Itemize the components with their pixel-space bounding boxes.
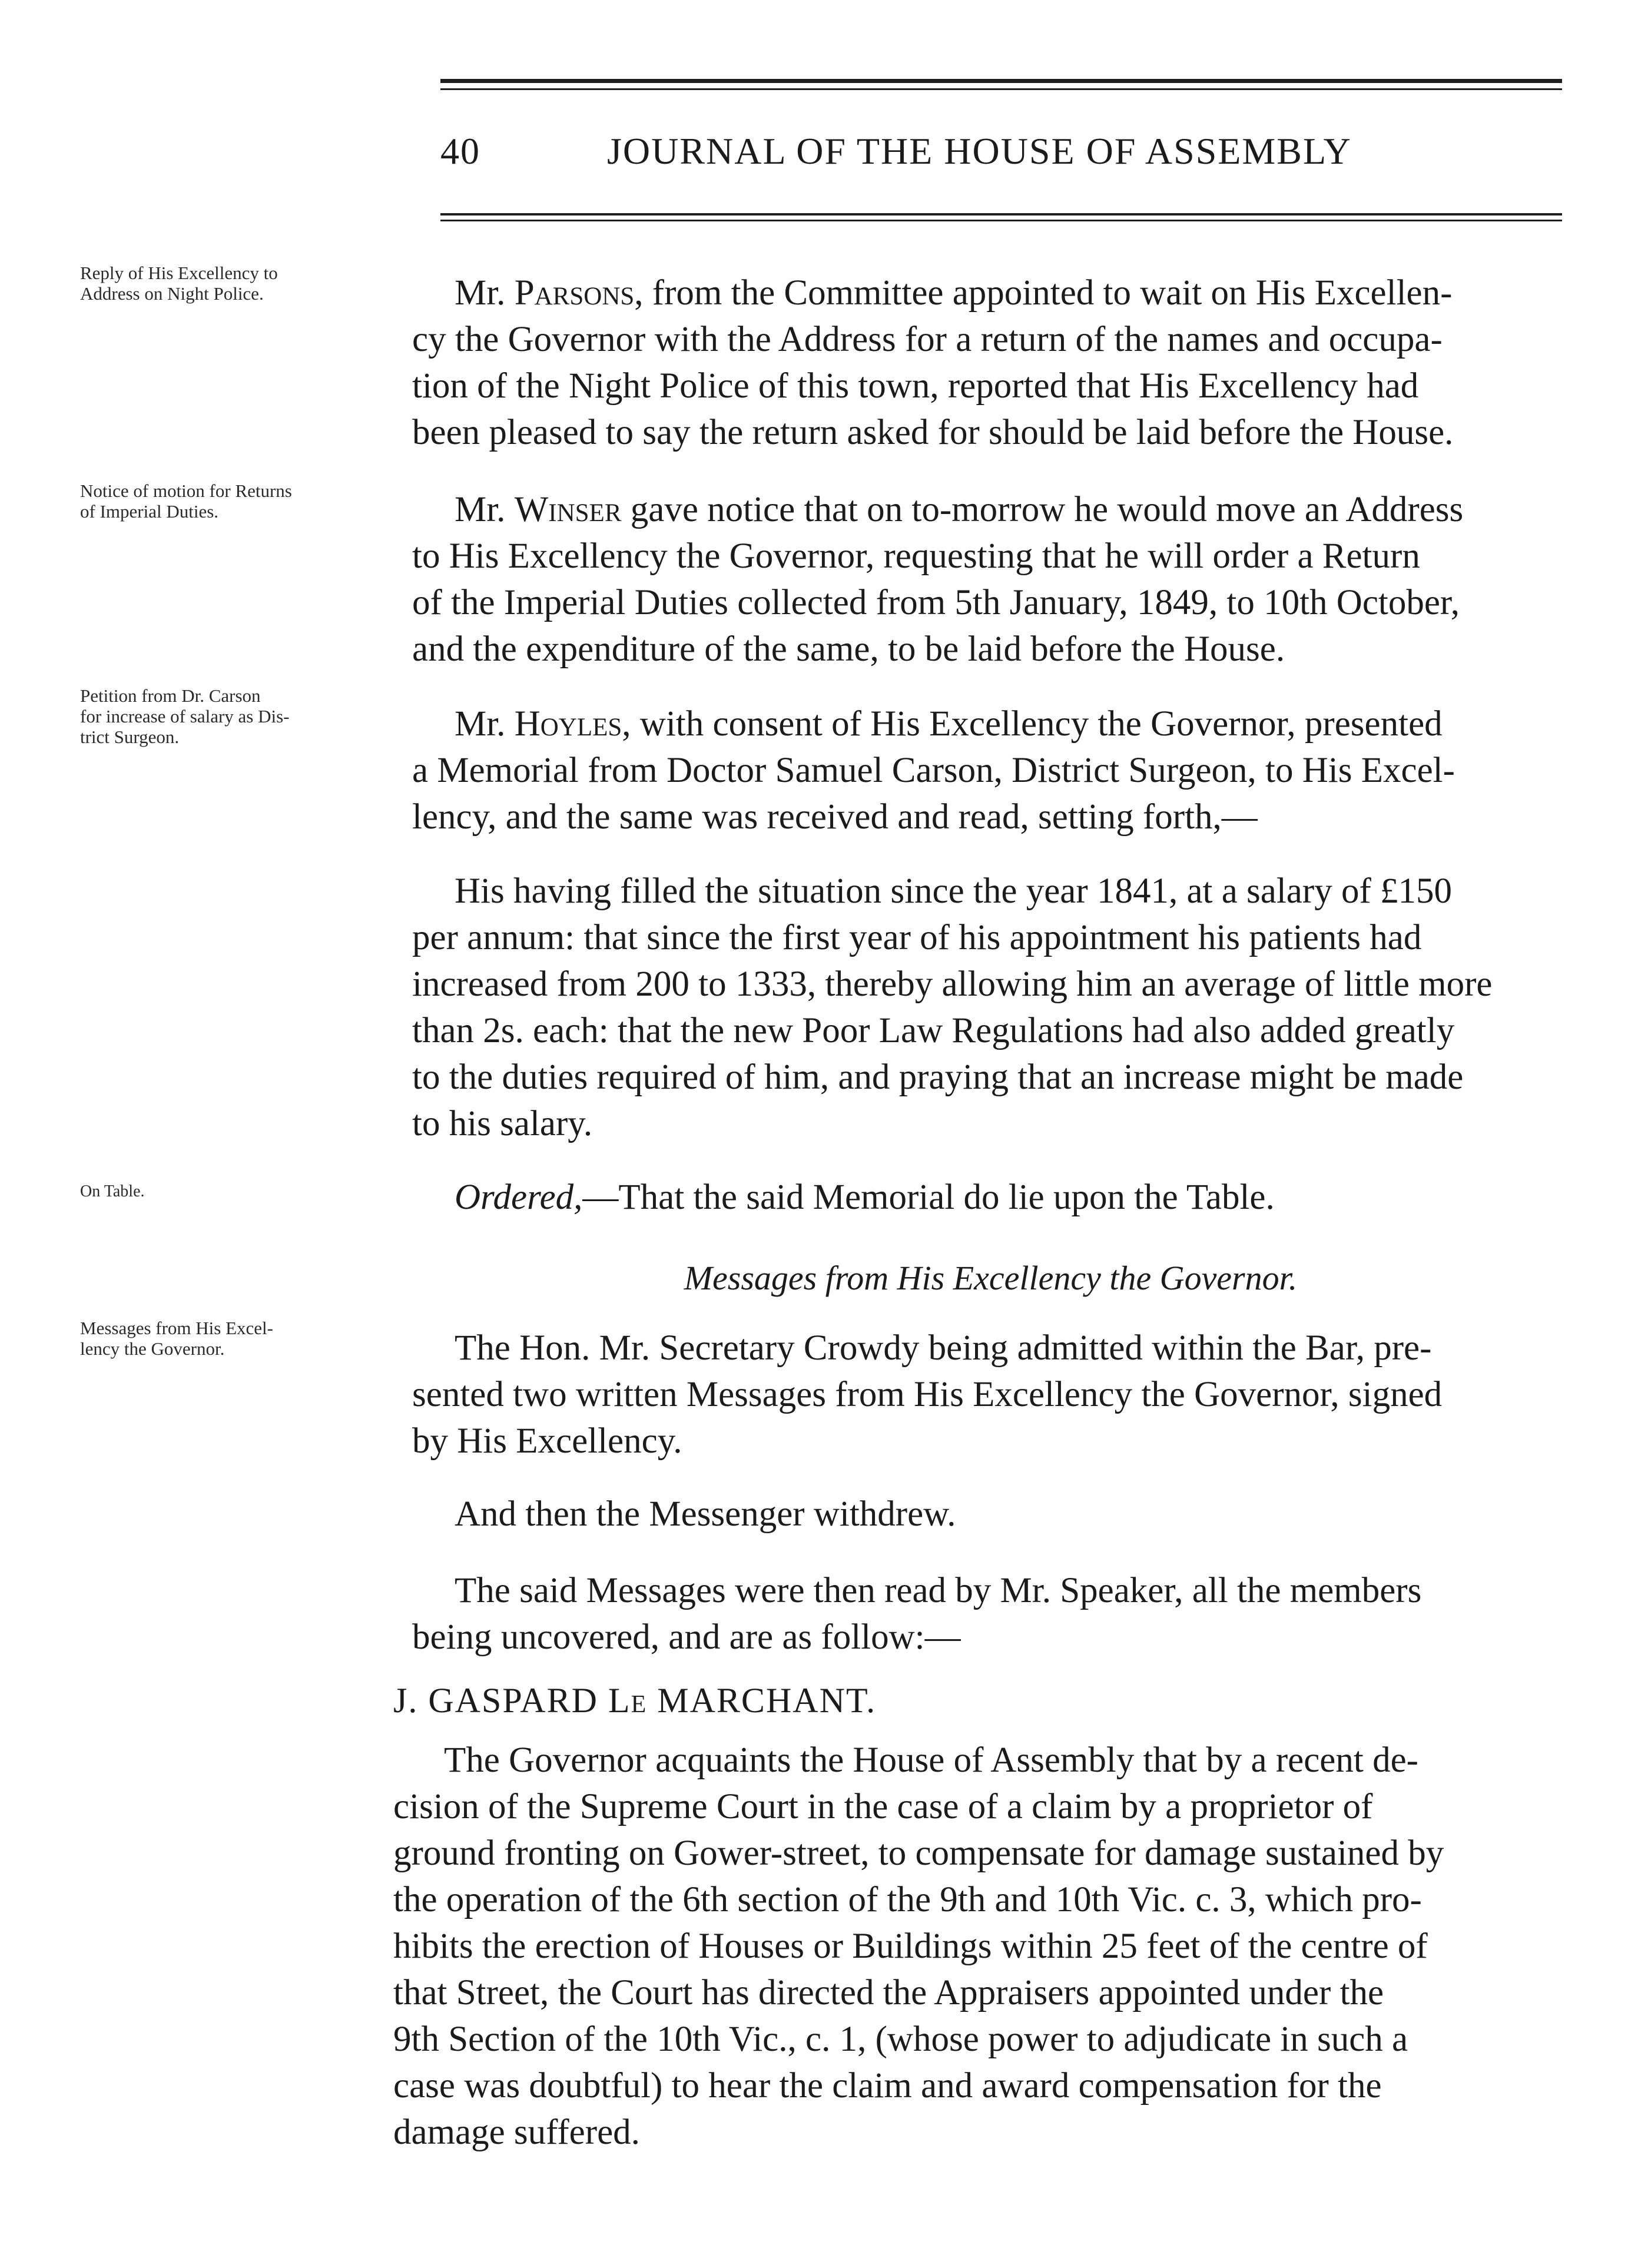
member-name: Winser: [514, 490, 622, 529]
running-head: [440, 122, 1562, 175]
margin-note-table: On Table.: [80, 1182, 145, 1201]
member-name: Parsons: [514, 273, 635, 313]
paragraph-parsons-report: Mr. Parsons, from the Committee appointed to wait on His Excellen- cy the Governor with the Address for a return of the names and occupa- tion of the Night Police of this town, reported that His Excellency had been pleased to say the return asked for should be laid before the House.: [412, 273, 1454, 452]
member-name: Hoyles: [514, 704, 622, 744]
page-number: 40: [440, 130, 480, 172]
paragraph-winser-notice: Mr. Winser gave notice that on to-morrow he would move an Address to His Excellency the Governor, requesting that he will order a Return of the Imperial Duties collected from 5th January, 1849, to 10th October, and the expenditure of the same, to be laid before the House.: [412, 490, 1464, 669]
paragraph-messenger-withdrew: And then the Messenger withdrew.: [455, 1494, 956, 1534]
header-rule: [440, 213, 1562, 215]
top-rule: [440, 79, 1562, 83]
paragraph-hoyles-memorial: Mr. Hoyles, with consent of His Excellency the Governor, presented a Memorial from Doctor Samuel Carson, District Surgeon, to His Excel- lency, and the same was received and read, setting forth,—: [412, 704, 1455, 837]
messages-heading: Messages from His Excellency the Governor.: [684, 1259, 1298, 1297]
paragraph-ordered: Ordered,—That the said Memorial do lie upon the Table.: [455, 1178, 1275, 1217]
header-rule-thin: [440, 220, 1562, 221]
paragraph-secretary-crowdy: The Hon. Mr. Secretary Crowdy being admitted within the Bar, pre- sented two written Messages from His Excellency the Governor, signed by His Excellency.: [412, 1328, 1443, 1461]
ordered-label: Ordered,: [455, 1178, 583, 1217]
margin-note-reply: Reply of His Excellency to Address on Night Police.: [80, 263, 278, 304]
paragraph-governor-message: The Governor acquaints the House of Assembly that by a recent de- cision of the Supreme Court in the case of a claim by a proprietor of ground fronting on Gower-street, to compensate for damage sustained by the operation of the 6th section of the 9th and 10th Vic. c. 3, which pro- hibits the erection of Houses or Buildings within 25 feet of the centre of that Street, the Court has directed the Appraisers appointed under the 9th Section of the 10th Vic., c. 1, (whose power to adjudicate in such a case was doubtful) to hear the claim and award compensation for the damage suffered.: [393, 1740, 1444, 2152]
paragraph-messages-read: The said Messages were then read by Mr. Speaker, all the members being uncovered, and are as follow:—: [412, 1571, 1422, 1657]
margin-note-petition: Petition from Dr. Carson for increase of salary as Dis- trict Surgeon.: [80, 685, 290, 747]
journal-title: JOURNAL OF THE HOUSE OF ASSEMBLY: [607, 130, 1352, 172]
governor-signature: J. GASPARD Le MARCHANT.: [393, 1681, 877, 1720]
top-rule-thin: [440, 88, 1562, 90]
paragraph-memorial-contents: His having filled the situation since the year 1841, at a salary of £150 per annum: that since the first year of his appointment his patients had increased from 200 to 1333, thereby allowing him an average of little more than 2s. each: that the new Poor Law Regulations had also added greatly to the duties required of him, and praying that an increase might be made to his salary.: [412, 871, 1493, 1143]
margin-note-messages: Messages from His Excel- lency the Governor.: [80, 1318, 273, 1359]
margin-note-notice: Notice of motion for Returns of Imperial Duties.: [80, 480, 292, 522]
